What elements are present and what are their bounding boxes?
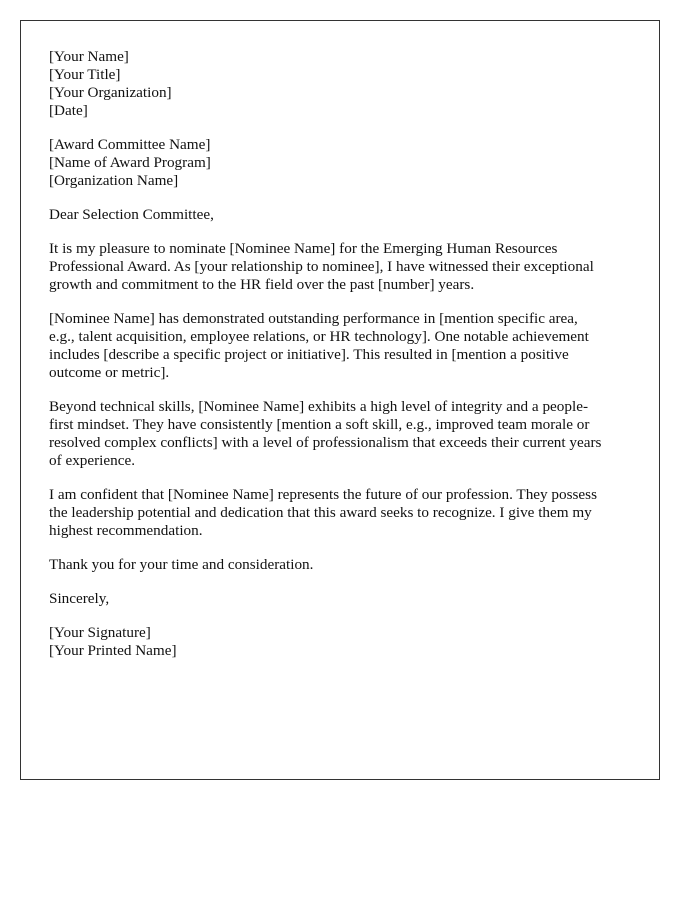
letter-page [20, 20, 660, 780]
letter-body [49, 48, 639, 676]
sender-block [49, 48, 639, 120]
paragraph-line: of experience. [49, 452, 136, 469]
closing [49, 590, 639, 608]
thanks-paragraph [49, 556, 639, 574]
letter-date: [Date] [49, 102, 88, 119]
paragraph-line: It is my pleasure to nominate [Nominee Name] for the Emerging Human Resources [49, 240, 558, 257]
sender-title: [Your Title] [49, 66, 121, 83]
paragraph-line: Beyond technical skills, [Nominee Name] exhibits a high level of integrity and a people- [49, 398, 589, 415]
paragraph-line: e.g., talent acquisition, employee relations, or HR technology]. One notable achievement [49, 328, 589, 345]
paragraph-line: includes [describe a specific project or initiative]. This resulted in [mention a positive [49, 346, 569, 363]
paragraph-line: first mindset. They have consistently [mention a soft skill, e.g., improved team morale or [49, 416, 590, 433]
paragraph-line: resolved complex conflicts] with a level of professionalism that exceeds their current years [49, 434, 602, 451]
recipient-block [49, 136, 639, 190]
paragraph-line: growth and commitment to the HR field over the past [number] years. [49, 276, 475, 293]
paragraph-character [49, 398, 639, 470]
paragraph-nomination [49, 240, 639, 294]
recipient-program: [Name of Award Program] [49, 154, 211, 171]
sender-organization: [Your Organization] [49, 84, 172, 101]
paragraph-line: highest recommendation. [49, 522, 203, 539]
recipient-organization: [Organization Name] [49, 172, 179, 189]
salutation-text: Dear Selection Committee, [49, 206, 214, 223]
closing-text: Sincerely, [49, 590, 110, 607]
thanks-text: Thank you for your time and consideration. [49, 556, 314, 573]
sender-name: [Your Name] [49, 48, 129, 65]
salutation [49, 206, 639, 224]
paragraph-line: Professional Award. As [your relationship to nominee], I have witnessed their exceptional [49, 258, 594, 275]
recipient-committee: [Award Committee Name] [49, 136, 211, 153]
paragraph-recommendation [49, 486, 639, 540]
paragraph-line: outcome or metric]. [49, 364, 170, 381]
paragraph-line: [Nominee Name] has demonstrated outstanding performance in [mention specific area, [49, 310, 578, 327]
paragraph-line: I am confident that [Nominee Name] represents the future of our profession. They possess [49, 486, 597, 503]
printed-name: [Your Printed Name] [49, 642, 177, 659]
paragraph-line: the leadership potential and dedication that this award seeks to recognize. I give them my [49, 504, 592, 521]
paragraph-performance [49, 310, 639, 382]
signature-block [49, 624, 639, 660]
signature-placeholder: [Your Signature] [49, 624, 151, 641]
